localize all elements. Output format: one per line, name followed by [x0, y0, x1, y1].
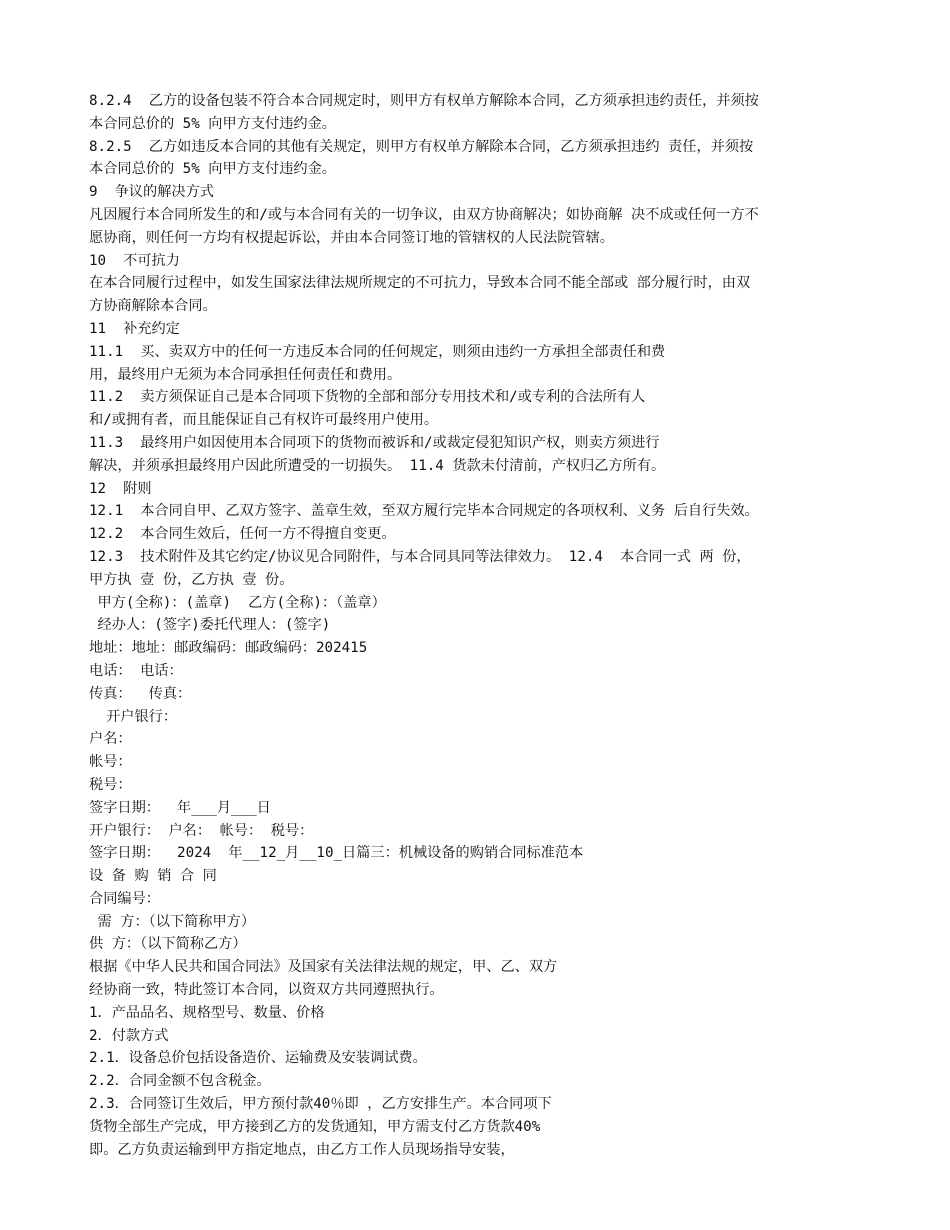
text-line: 供 方：（以下简称乙方） [89, 936, 247, 953]
text-line: 本合同总价的 5% 向甲方支付违约金。 [89, 161, 336, 178]
signature-line: 开户银行： [89, 708, 178, 725]
signature-line: 电话： 电话： [89, 662, 183, 679]
section-heading: 12 附则 [89, 480, 152, 497]
section-heading: 10 不可抗力 [89, 252, 180, 269]
text-line: 12.1 本合同自甲、乙双方签字、盖章生效，至双方履行完毕本合同规定的各项权利、义务 后自行失效。 [89, 503, 759, 520]
signature-line: 税号： [89, 776, 132, 793]
text-line: 2.1．设备总价包括设备造价、运输费及安装调试费。 [89, 1050, 427, 1067]
signature-line: 经办人：(签字)委托代理人：(签字) [89, 617, 331, 634]
text-line: 需 方：（以下简称甲方） [89, 913, 256, 930]
section-heading: 9 争议的解决方式 [89, 184, 214, 201]
signature-line: 签字日期： 2024 年__12_月__10_日篇三：机械设备的购销合同标准范本 [89, 845, 584, 862]
text-line: 8.2.5 乙方如违反本合同的其他有关规定，则甲方有权单方解除本合同，乙方须承担违约 责任，并须按 [89, 138, 754, 155]
text-line: 11.2 卖方须保证自己是本合同项下货物的全部和部分专用技术和/或专利的合法所有人 [89, 389, 646, 406]
text-line: 甲方执 壹 份，乙方执 壹 份。 [89, 571, 294, 588]
section-heading: 11 补充约定 [89, 320, 180, 337]
text-line: 根据《中华人民共和国合同法》及国家有关法律法规的规定，甲、乙、双方 [89, 959, 558, 976]
signature-line: 开户银行： 户名： 帐号： 税号： [89, 822, 314, 839]
text-line: 11.1 买、卖双方中的任何一方违反本合同的任何规定，则须由违约一方承担全部责任和费 [89, 343, 666, 360]
text-line: 即。乙方负责运输到甲方指定地点，由乙方工作人员现场指导安装， [89, 1141, 515, 1158]
signature-line: 户名： [89, 731, 132, 748]
section-heading: 2．付款方式 [89, 1027, 169, 1044]
text-line: 合同编号： [89, 890, 160, 907]
document-title: 设 备 购 销 合 同 [89, 868, 217, 885]
text-line: 在本合同履行过程中，如发生国家法律法规所规定的不可抗力，导致本合同不能全部或 部分履行时，由双 [89, 275, 751, 292]
text-line: 愿协商，则任何一方均有权提起诉讼，并由本合同签订地的管辖权的人民法院管辖。 [89, 229, 614, 246]
text-line: 方协商解除本合同。 [89, 298, 217, 315]
text-line: 11.3 最终用户如因使用本合同项下的货物而被诉和/或裁定侵犯知识产权，则卖方须进行 [89, 434, 660, 451]
signature-line: 地址：地址：邮政编码：邮政编码：202415 [89, 640, 368, 657]
text-line: 和/或拥有者，而且能保证自己有权许可最终用户使用。 [89, 412, 439, 429]
signature-line: 甲方(全称)：(盖章) 乙方(全称)：（盖章） [89, 594, 386, 611]
text-line: 12.2 本合同生效后，任何一方不得擅自变更。 [89, 526, 396, 543]
text-line: 本合同总价的 5% 向甲方支付违约金。 [89, 115, 336, 132]
signature-line: 签字日期： 年___月___日 [89, 799, 271, 816]
contract-document [89, 90, 869, 1161]
text-line: 8.2.4 乙方的设备包装不符合本合同规定时，则甲方有权单方解除本合同，乙方须承担违约责任，并须按 [89, 93, 759, 109]
text-line: 解决，并须承担最终用户因此所遭受的一切损失。 11.4 货款未付清前，产权归乙方所有。 [89, 457, 666, 474]
text-line: 用，最终用户无须为本合同承担任何责任和费用。 [89, 366, 402, 383]
text-line: 经协商一致，特此签订本合同，以资双方共同遵照执行。 [89, 982, 444, 999]
text-line: 12.3 技术附件及其它约定/协议见合同附件，与本合同具同等法律效力。 12.4 本合同一式 两 份， [89, 548, 751, 565]
text-line: 2.2．合同金额不包含税金。 [89, 1073, 271, 1090]
section-heading: 1．产品品名、规格型号、数量、价格 [89, 1004, 325, 1021]
text-line: 凡因履行本合同所发生的和/或与本合同有关的一切争议，由双方协商解决；如协商解 决不成或任何一方不 [89, 206, 759, 223]
text-line: 货物全部生产完成，甲方接到乙方的发货通知，甲方需支付乙方货款40% [89, 1118, 541, 1135]
signature-line: 传真： 传真： [89, 685, 192, 702]
text-line: 2.3．合同签订生效后，甲方预付款40％即 ，乙方安排生产。本合同项下 [89, 1096, 552, 1113]
signature-line: 帐号： [89, 754, 132, 771]
